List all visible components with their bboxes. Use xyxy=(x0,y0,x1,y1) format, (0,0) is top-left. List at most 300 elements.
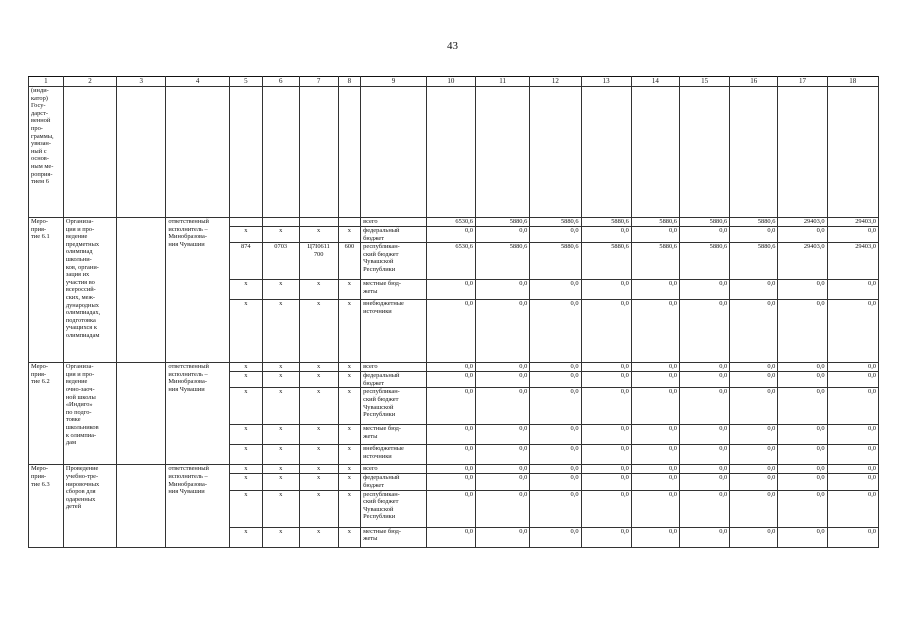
funding-source-cell-line: республикан- xyxy=(363,388,400,396)
funding-source-cell-line: источники xyxy=(363,452,392,460)
value-cell: 0,0 xyxy=(631,465,679,474)
empty-cell xyxy=(117,465,166,547)
value-cell: 0,0 xyxy=(679,474,729,490)
code-cell: x xyxy=(262,227,299,243)
value-cell: 0,0 xyxy=(530,474,581,490)
code-cell-line: Ц7І0611 xyxy=(307,243,330,251)
funding-source-cell-line: местные бюд- xyxy=(363,425,402,433)
value-cell: 0,0 xyxy=(679,527,729,547)
empty-cell xyxy=(778,87,827,218)
executor-cell-line: Минобразова- xyxy=(168,233,207,241)
value-cell: 0,0 xyxy=(530,372,581,388)
column-number: 4 xyxy=(166,77,230,87)
measure-row xyxy=(29,363,879,372)
value-cell: 0,0 xyxy=(778,490,827,527)
indicator-line: увязан- xyxy=(31,140,51,148)
value-cell: 0,0 xyxy=(475,490,529,527)
funding-source-cell xyxy=(361,372,427,388)
code-cell: x xyxy=(338,527,361,547)
value-cell: 0,0 xyxy=(778,465,827,474)
empty-cell xyxy=(63,87,116,218)
column-number: 2 xyxy=(63,77,116,87)
value-cell: 0,0 xyxy=(730,280,778,300)
funding-source-cell xyxy=(361,300,427,363)
funding-source-cell-line: жеты xyxy=(363,287,378,295)
value-cell: 0,0 xyxy=(778,474,827,490)
funding-source-cell-line: Чувашской xyxy=(363,505,394,513)
value-cell: 5880,6 xyxy=(679,218,729,227)
value-cell: 0,0 xyxy=(475,388,529,425)
value-cell: 0,0 xyxy=(827,388,878,425)
value-cell: 6530,6 xyxy=(426,243,475,280)
value-cell: 0,0 xyxy=(475,363,529,372)
page-number: 43 xyxy=(447,40,458,52)
code-cell-line: x xyxy=(317,465,321,473)
funding-source-cell-line: внебюджетные xyxy=(363,445,404,453)
funding-source-cell xyxy=(361,465,427,474)
funding-source-cell-line: Чувашской xyxy=(363,258,394,266)
value-cell: 0,0 xyxy=(581,372,631,388)
empty-cell xyxy=(631,87,679,218)
value-cell: 0,0 xyxy=(426,445,475,465)
code-cell xyxy=(299,425,338,445)
code-cell: x xyxy=(262,527,299,547)
value-cell: 0,0 xyxy=(530,388,581,425)
code-cell xyxy=(299,388,338,425)
code-cell: x xyxy=(229,227,262,243)
value-cell: 5880,6 xyxy=(475,243,529,280)
measure-name-cell-line: зация их xyxy=(65,271,90,279)
value-cell: 5880,6 xyxy=(631,218,679,227)
measure-name-cell-line: ция и про- xyxy=(65,370,95,378)
value-cell: 5880,6 xyxy=(581,218,631,227)
empty-cell xyxy=(299,87,338,218)
value-cell: 6530,6 xyxy=(426,218,475,227)
value-cell: 0,0 xyxy=(827,363,878,372)
funding-source-cell-line: местные бюд- xyxy=(363,280,402,288)
code-cell xyxy=(299,527,338,547)
measure-name-cell-line: ков, органи- xyxy=(65,263,99,271)
code-cell: x xyxy=(338,474,361,490)
code-cell: x xyxy=(229,363,262,372)
funding-source-cell xyxy=(361,218,427,227)
value-cell: 0,0 xyxy=(530,527,581,547)
value-cell: 0,0 xyxy=(827,445,878,465)
executor-cell xyxy=(166,465,230,547)
executor-cell-line: исполнитель – xyxy=(168,370,208,378)
measure-name-cell-line: Организа- xyxy=(65,218,94,225)
measure-name-cell-line: ной школы xyxy=(65,393,96,401)
code-cell: x xyxy=(262,425,299,445)
code-cell xyxy=(299,300,338,363)
empty-cell xyxy=(730,87,778,218)
empty-cell xyxy=(117,363,166,465)
funding-source-cell xyxy=(361,445,427,465)
code-cell: x xyxy=(338,388,361,425)
value-cell: 0,0 xyxy=(530,227,581,243)
measure-code-cell-line: тие 6.2 xyxy=(31,378,50,386)
funding-source-cell-line: внебюджетные xyxy=(363,300,404,308)
funding-source-cell-line: ский бюджет xyxy=(363,250,399,258)
code-cell xyxy=(299,363,338,372)
code-cell: x xyxy=(338,490,361,527)
value-cell: 0,0 xyxy=(827,490,878,527)
code-cell xyxy=(299,243,338,280)
value-cell: 5880,6 xyxy=(581,243,631,280)
value-cell: 0,0 xyxy=(475,300,529,363)
code-cell: x xyxy=(229,445,262,465)
indicator-line: основ- xyxy=(31,155,49,163)
code-cell: x xyxy=(338,425,361,445)
value-cell: 0,0 xyxy=(631,490,679,527)
value-cell: 0,0 xyxy=(827,227,878,243)
code-cell-line: x xyxy=(317,474,321,482)
value-cell: 0,0 xyxy=(631,445,679,465)
executor-cell-line: Минобразова- xyxy=(168,378,207,386)
column-number: 16 xyxy=(730,77,778,87)
value-cell: 0,0 xyxy=(426,388,475,425)
code-cell: x xyxy=(229,300,262,363)
value-cell: 0,0 xyxy=(426,465,475,474)
empty-cell xyxy=(475,87,529,218)
measure-code-cell-line: прия- xyxy=(31,225,47,233)
code-cell: x xyxy=(262,388,299,425)
value-cell: 0,0 xyxy=(730,227,778,243)
value-cell: 0,0 xyxy=(475,280,529,300)
value-cell: 0,0 xyxy=(778,300,827,363)
code-cell: x xyxy=(338,445,361,465)
value-cell: 0,0 xyxy=(530,280,581,300)
value-cell: 0,0 xyxy=(530,490,581,527)
code-cell: x xyxy=(262,363,299,372)
empty-cell xyxy=(166,87,230,218)
value-cell: 0,0 xyxy=(426,490,475,527)
code-cell xyxy=(299,490,338,527)
code-cell: x xyxy=(229,372,262,388)
value-cell: 0,0 xyxy=(581,474,631,490)
code-cell: x xyxy=(262,445,299,465)
value-cell: 29403,0 xyxy=(827,243,878,280)
column-number: 17 xyxy=(778,77,827,87)
value-cell: 0,0 xyxy=(679,425,729,445)
value-cell: 0,0 xyxy=(778,527,827,547)
measure-name-cell-line: олимпиад xyxy=(65,248,93,256)
funding-source-cell-line: местные бюд- xyxy=(363,527,402,535)
column-number: 9 xyxy=(361,77,427,87)
funding-source-cell-line: Чувашской xyxy=(363,403,394,411)
code-cell: x xyxy=(338,300,361,363)
executor-cell-line: исполнитель – xyxy=(168,472,208,480)
code-cell xyxy=(338,218,361,227)
value-cell: 5880,6 xyxy=(679,243,729,280)
column-number: 18 xyxy=(827,77,878,87)
measure-name-cell-line: ведение xyxy=(65,378,88,386)
executor-cell-line: ния Чувашии xyxy=(168,488,205,496)
funding-source-cell-line: всего xyxy=(363,218,378,225)
value-cell: 0,0 xyxy=(530,425,581,445)
column-number: 12 xyxy=(530,77,581,87)
funding-source-cell xyxy=(361,363,427,372)
code-cell-line: x xyxy=(317,527,321,535)
value-cell: 29403,0 xyxy=(827,218,878,227)
code-cell xyxy=(229,218,262,227)
executor-cell-line: Минобразова- xyxy=(168,480,207,488)
value-cell: 0,0 xyxy=(530,445,581,465)
indicator-line: венной xyxy=(31,117,51,125)
budget-table xyxy=(28,76,879,548)
funding-source-cell-line: бюджет xyxy=(363,379,385,387)
executor-cell-line: ния Чувашии xyxy=(168,385,205,393)
measure-name-cell-line: школьни- xyxy=(65,255,92,263)
value-cell: 0,0 xyxy=(475,372,529,388)
value-cell: 0,0 xyxy=(778,227,827,243)
value-cell: 0,0 xyxy=(679,465,729,474)
value-cell: 0,0 xyxy=(827,425,878,445)
value-cell: 0,0 xyxy=(426,474,475,490)
empty-cell xyxy=(117,218,166,363)
value-cell: 0,0 xyxy=(827,300,878,363)
column-number: 3 xyxy=(117,77,166,87)
measure-code-cell-line: Меро- xyxy=(31,218,48,225)
measure-name-cell xyxy=(63,465,116,547)
code-cell: x xyxy=(338,372,361,388)
measure-name-cell-line: одаренных xyxy=(65,495,96,503)
funding-source-cell xyxy=(361,227,427,243)
code-cell-line: x xyxy=(317,490,321,498)
measure-name-cell-line: Проведение xyxy=(65,465,99,473)
value-cell: 5880,6 xyxy=(475,218,529,227)
measure-code-cell-line: Меро- xyxy=(31,363,48,371)
funding-source-cell xyxy=(361,474,427,490)
funding-source-cell-line: федеральный xyxy=(363,474,400,482)
column-number: 11 xyxy=(475,77,529,87)
value-cell: 0,0 xyxy=(679,372,729,388)
measure-name-cell-line: очно-заоч- xyxy=(65,385,95,393)
value-cell: 0,0 xyxy=(581,300,631,363)
funding-source-cell-line: всего xyxy=(363,465,378,473)
measure-name-cell-line: всероссий- xyxy=(65,286,96,294)
measure-name-cell-line: сборов для xyxy=(65,488,96,496)
funding-source-cell xyxy=(361,527,427,547)
code-cell: x xyxy=(229,527,262,547)
code-cell xyxy=(299,227,338,243)
value-cell: 0,0 xyxy=(827,465,878,474)
code-cell: 874 xyxy=(229,243,262,280)
empty-cell xyxy=(581,87,631,218)
value-cell: 0,0 xyxy=(530,300,581,363)
measure-name-cell-line: учащихся к xyxy=(65,324,97,332)
executor-cell-line: ответственный xyxy=(168,465,209,473)
funding-source-cell-line: Республики xyxy=(363,411,396,419)
value-cell: 29403,0 xyxy=(778,218,827,227)
value-cell: 0,0 xyxy=(730,527,778,547)
code-cell xyxy=(299,474,338,490)
value-cell: 0,0 xyxy=(530,363,581,372)
funding-source-cell xyxy=(361,425,427,445)
value-cell: 0,0 xyxy=(827,372,878,388)
value-cell: 0,0 xyxy=(679,445,729,465)
code-cell-line: x xyxy=(317,445,321,453)
funding-source-cell-line: ский бюджет xyxy=(363,395,399,403)
code-cell: x xyxy=(229,280,262,300)
value-cell: 0,0 xyxy=(475,425,529,445)
measure-code-cell-line: прия- xyxy=(31,472,47,480)
measure-name-cell-line: Организа- xyxy=(65,363,94,371)
funding-source-cell xyxy=(361,280,427,300)
funding-source-cell-line: Республики xyxy=(363,265,396,273)
code-cell: x xyxy=(338,363,361,372)
measure-row xyxy=(29,218,879,227)
executor-cell-line: ния Чувашии xyxy=(168,240,205,248)
value-cell: 0,0 xyxy=(730,372,778,388)
empty-cell xyxy=(361,87,427,218)
code-cell xyxy=(299,280,338,300)
indicator-line: роприя- xyxy=(31,170,53,178)
measure-code-cell xyxy=(29,218,64,363)
column-number: 13 xyxy=(581,77,631,87)
measure-row xyxy=(29,465,879,474)
measure-name-cell xyxy=(63,218,116,363)
column-number: 14 xyxy=(631,77,679,87)
measure-name-cell-line: к олимпиа- xyxy=(65,431,97,439)
code-cell-line: x xyxy=(317,425,321,433)
value-cell: 0,0 xyxy=(530,465,581,474)
value-cell: 0,0 xyxy=(730,300,778,363)
funding-source-cell-line: бюджет xyxy=(363,481,385,489)
indicator-line: ный с xyxy=(31,147,47,155)
value-cell: 29403,0 xyxy=(778,243,827,280)
code-cell-line: x xyxy=(317,280,321,288)
value-cell: 0,0 xyxy=(679,300,729,363)
value-cell: 0,0 xyxy=(631,300,679,363)
code-cell-line: x xyxy=(317,372,321,380)
column-number: 6 xyxy=(262,77,299,87)
value-cell: 0,0 xyxy=(827,527,878,547)
value-cell: 0,0 xyxy=(631,425,679,445)
indicator-line: катор) xyxy=(31,94,48,102)
value-cell: 0,0 xyxy=(426,300,475,363)
value-cell: 0,0 xyxy=(581,490,631,527)
funding-source-cell-line: жеты xyxy=(363,535,378,543)
column-number: 10 xyxy=(426,77,475,87)
code-cell: x xyxy=(262,465,299,474)
code-cell: 0703 xyxy=(262,243,299,280)
measure-name-cell-line: ских, меж- xyxy=(65,293,96,301)
code-cell xyxy=(262,218,299,227)
code-cell-line: x xyxy=(317,363,321,371)
measure-name-cell-line: школьников xyxy=(65,423,99,431)
value-cell: 0,0 xyxy=(778,363,827,372)
code-cell: x xyxy=(229,388,262,425)
code-cell: x xyxy=(338,227,361,243)
indicator-line: про- xyxy=(31,124,43,132)
value-cell: 0,0 xyxy=(581,527,631,547)
value-cell: 5880,6 xyxy=(631,243,679,280)
measure-name-cell-line: «Индиго» xyxy=(65,401,93,409)
column-number-row xyxy=(29,77,879,87)
value-cell: 0,0 xyxy=(730,465,778,474)
funding-source-cell xyxy=(361,243,427,280)
indicator-line: дарст- xyxy=(31,109,49,117)
measure-code-cell xyxy=(29,465,64,547)
code-cell-line: x xyxy=(317,227,321,234)
value-cell: 0,0 xyxy=(475,527,529,547)
value-cell: 0,0 xyxy=(730,445,778,465)
value-cell: 0,0 xyxy=(475,474,529,490)
value-cell: 0,0 xyxy=(679,388,729,425)
code-cell xyxy=(299,465,338,474)
value-cell: 0,0 xyxy=(426,280,475,300)
continuation-row xyxy=(29,87,879,218)
measure-name-cell-line: участия во xyxy=(65,278,95,286)
column-number: 1 xyxy=(29,77,64,87)
code-cell: 600 xyxy=(338,243,361,280)
code-cell-line: x xyxy=(317,388,321,396)
funding-source-cell xyxy=(361,388,427,425)
value-cell: 0,0 xyxy=(426,527,475,547)
indicator-line: Госу- xyxy=(31,102,46,110)
value-cell: 0,0 xyxy=(631,388,679,425)
value-cell: 0,0 xyxy=(581,227,631,243)
funding-source-cell xyxy=(361,490,427,527)
funding-source-cell-line: жеты xyxy=(363,432,378,440)
funding-source-cell-line: федеральный xyxy=(363,372,400,380)
value-cell: 0,0 xyxy=(730,425,778,445)
measure-code-cell-line: тие 6.3 xyxy=(31,480,50,488)
funding-source-cell-line: республикан- xyxy=(363,490,400,498)
value-cell: 0,0 xyxy=(426,227,475,243)
executor-cell xyxy=(166,363,230,465)
measure-code-cell xyxy=(29,363,64,465)
value-cell: 0,0 xyxy=(426,372,475,388)
code-cell: x xyxy=(262,490,299,527)
value-cell: 0,0 xyxy=(778,372,827,388)
value-cell: 0,0 xyxy=(581,445,631,465)
executor-cell-line: ответственный xyxy=(168,218,209,225)
code-cell: x xyxy=(262,280,299,300)
value-cell: 0,0 xyxy=(475,465,529,474)
value-cell: 0,0 xyxy=(475,445,529,465)
code-cell-line: 700 xyxy=(313,250,324,258)
measure-name-cell-line: ведение xyxy=(65,233,88,241)
empty-cell xyxy=(426,87,475,218)
value-cell: 0,0 xyxy=(475,227,529,243)
empty-cell xyxy=(262,87,299,218)
value-cell: 5880,6 xyxy=(730,218,778,227)
value-cell: 0,0 xyxy=(631,372,679,388)
value-cell: 0,0 xyxy=(679,280,729,300)
value-cell: 5880,6 xyxy=(530,243,581,280)
empty-cell xyxy=(827,87,878,218)
value-cell: 5880,6 xyxy=(530,218,581,227)
measure-name-cell xyxy=(63,363,116,465)
value-cell: 0,0 xyxy=(581,465,631,474)
value-cell: 0,0 xyxy=(631,227,679,243)
value-cell: 0,0 xyxy=(581,388,631,425)
indicator-line: ным ме- xyxy=(31,162,54,170)
measure-name-cell-line: предметных xyxy=(65,240,100,248)
empty-cell xyxy=(679,87,729,218)
code-cell: x xyxy=(262,372,299,388)
code-cell: x xyxy=(338,280,361,300)
measure-code-cell-line: Меро- xyxy=(31,465,48,473)
code-cell-line: x xyxy=(317,300,321,308)
value-cell: 0,0 xyxy=(631,527,679,547)
value-cell: 5880,6 xyxy=(730,243,778,280)
indicator-line: граммы, xyxy=(31,132,54,140)
column-number: 5 xyxy=(229,77,262,87)
indicator-line: (инди- xyxy=(31,87,49,94)
